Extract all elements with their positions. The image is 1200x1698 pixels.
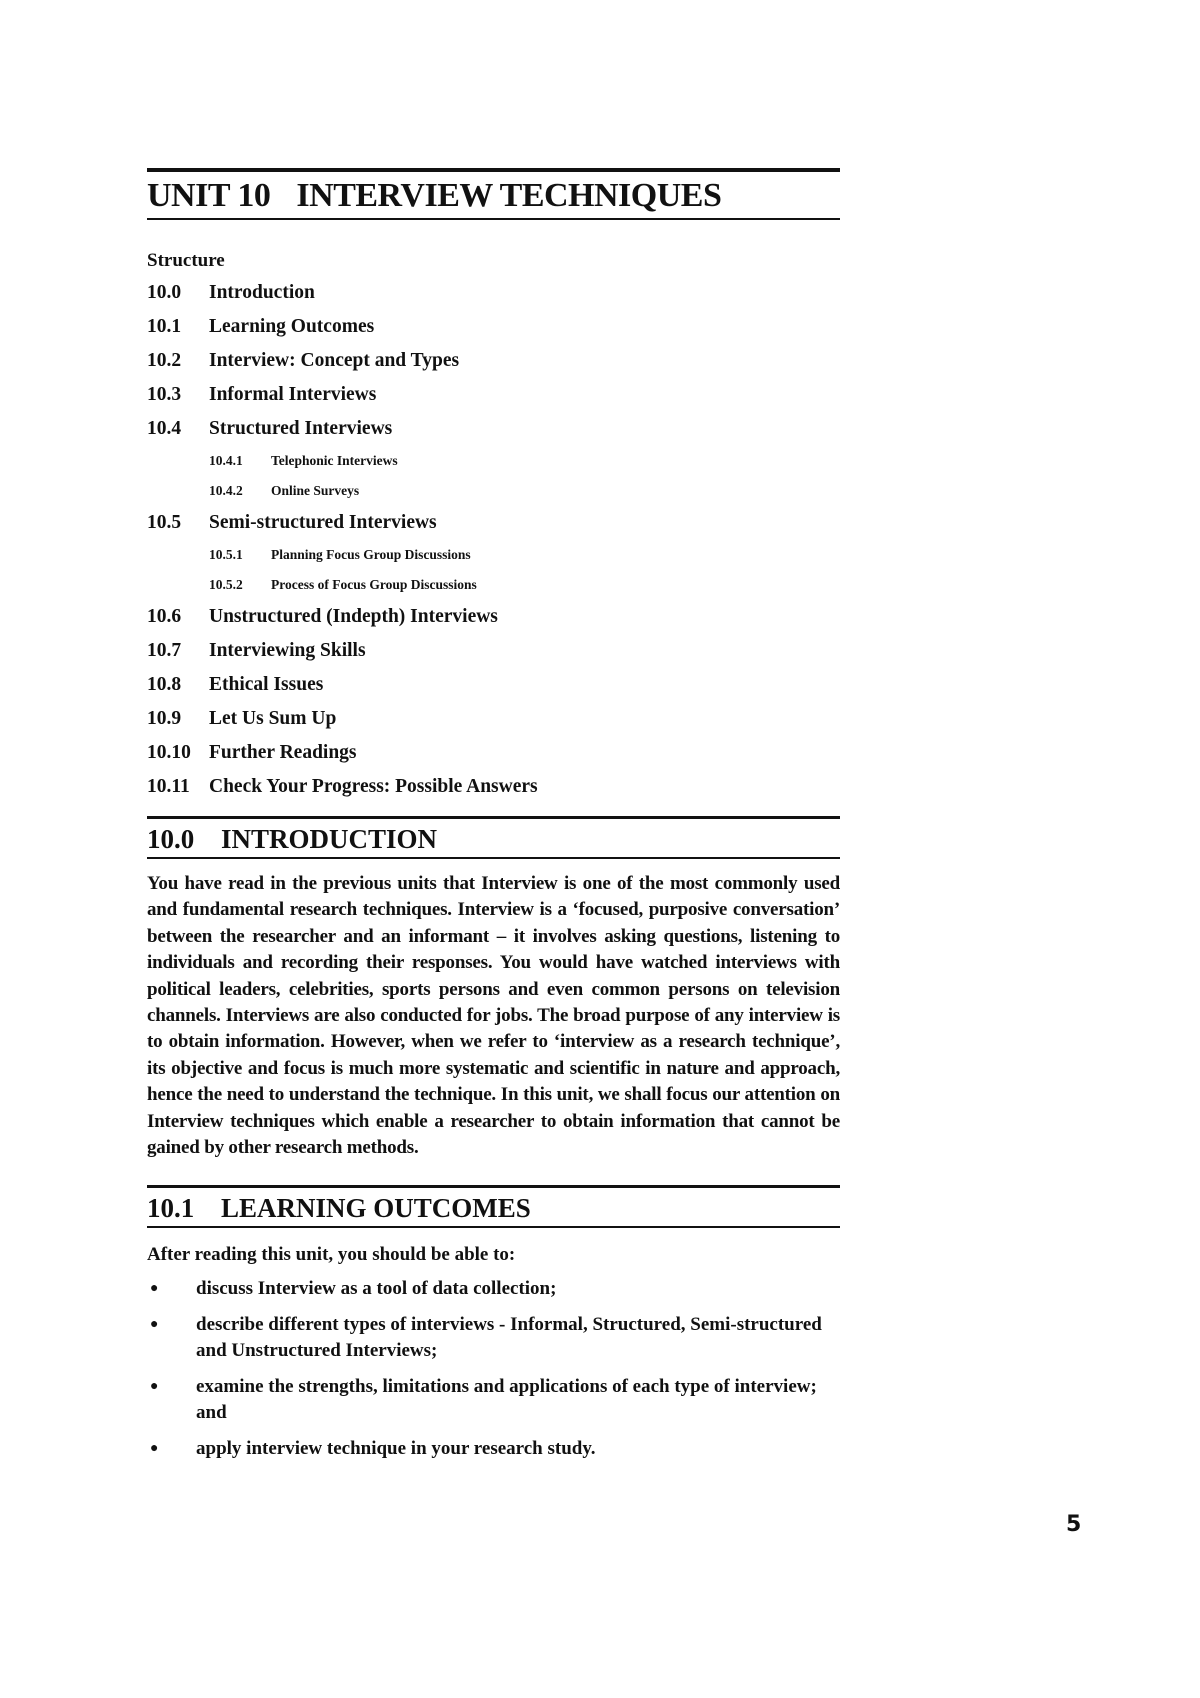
bullet-icon: ●	[150, 1281, 159, 1297]
toc-item-label: Semi-structured Interviews	[209, 512, 437, 533]
list-item	[147, 1312, 840, 1364]
introduction-paragraph: You have read in the previous units that Interview is one of the most commonly used and fundamental research techniques. Interview is a ‘focused, purposive conversation’ between the researcher and an informant – it involves asking questions, listening to individuals and recording their responses. You would have watched interviews with political leaders, celebrities, sports persons and even common persons on television channels. Interviews are also conducted for jobs. The broad purpose of any interview is to obtain information. However, when we refer to ‘interview as a research technique’, its objective and focus is much more systematic and scientific in nature and approach, hence the need to understand the technique. In this unit, we shall focus our attention on Interview techniques which enable a researcher to obtain information that cannot be gained by other research methods.	[147, 873, 840, 1159]
page-number: 5	[1066, 1512, 1082, 1537]
toc-item	[147, 770, 840, 804]
toc-item	[147, 506, 840, 540]
structure-label: Structure	[147, 250, 225, 271]
bullet-icon: ●	[150, 1317, 159, 1333]
toc-item-label: Structured Interviews	[209, 418, 393, 439]
toc-item-label: Check Your Progress: Possible Answers	[209, 776, 538, 797]
list-item-text: describe different types of interviews - Informal, Structured, Semi-structured and Unstructured Interviews;	[196, 1314, 822, 1362]
toc-item	[147, 276, 840, 310]
toc-item-label: Telephonic Interviews	[271, 453, 398, 468]
toc-item-number: 10.4.1	[209, 453, 243, 468]
learning-outcomes-lead: After reading this unit, you should be able to:	[147, 1244, 516, 1266]
toc-item-number: 10.5.1	[209, 547, 243, 562]
page-content	[147, 168, 840, 1472]
unit-number: UNIT 10	[147, 177, 271, 214]
toc-item-number: 10.5	[147, 512, 182, 533]
introduction-heading	[147, 816, 840, 859]
unit-header	[147, 168, 840, 220]
toc-item	[147, 600, 840, 634]
toc-item-number: 10.0	[147, 282, 182, 303]
toc-item	[147, 634, 840, 668]
list-item	[147, 1436, 840, 1462]
toc-item-label: Informal Interviews	[209, 384, 377, 405]
toc-item	[147, 412, 840, 446]
bullet-icon: ●	[150, 1379, 159, 1395]
bullet-icon: ●	[150, 1441, 159, 1457]
toc-item	[147, 446, 840, 476]
toc-item-label: Further Readings	[209, 742, 357, 763]
toc-item-label: Interview: Concept and Types	[209, 350, 460, 371]
unit-title-text: INTERVIEW TECHNIQUES	[296, 177, 722, 214]
toc-item	[147, 570, 840, 600]
toc-item-label: Online Surveys	[271, 483, 360, 498]
toc-item-number: 10.8	[147, 674, 182, 695]
toc-item-number: 10.3	[147, 384, 182, 405]
toc-item-label: Process of Focus Group Discussions	[271, 577, 477, 592]
toc-item	[147, 476, 840, 506]
toc-item-label: Unstructured (Indepth) Interviews	[209, 606, 498, 627]
section-number: 10.1	[147, 1193, 195, 1224]
toc-item-number: 10.2	[147, 350, 182, 371]
section-number: 10.0	[147, 824, 195, 854]
toc-item-number: 10.1	[147, 316, 182, 337]
toc-item	[147, 668, 840, 702]
section-title: LEARNING OUTCOMES	[221, 1193, 531, 1224]
learning-outcomes-list	[147, 1276, 840, 1462]
toc-item	[147, 344, 840, 378]
toc-item-number: 10.7	[147, 640, 182, 661]
unit-title	[147, 176, 840, 216]
list-item-text: discuss Interview as a tool of data collection;	[196, 1278, 557, 1300]
toc-item-label: Introduction	[209, 282, 315, 303]
toc-item-label: Let Us Sum Up	[209, 708, 337, 729]
toc-item	[147, 310, 840, 344]
list-item-text: apply interview technique in your research study.	[196, 1438, 596, 1460]
toc-item-number: 10.9	[147, 708, 182, 729]
toc-item-label: Ethical Issues	[209, 674, 324, 695]
toc-item	[147, 378, 840, 412]
toc-item	[147, 736, 840, 770]
toc-item-number: 10.11	[147, 776, 190, 797]
toc-item-number: 10.6	[147, 606, 182, 627]
section-title: INTRODUCTION	[221, 824, 438, 854]
toc-item	[147, 540, 840, 570]
list-item	[147, 1374, 840, 1426]
toc-item-number: 10.10	[147, 742, 191, 763]
toc-item-label: Interviewing Skills	[209, 640, 366, 661]
list-item	[147, 1276, 840, 1302]
toc-item-label: Planning Focus Group Discussions	[271, 547, 471, 562]
learning-outcomes-heading	[147, 1185, 840, 1228]
table-of-contents	[147, 276, 840, 804]
toc-item-number: 10.4.2	[209, 483, 243, 498]
toc-item	[147, 702, 840, 736]
toc-item-number: 10.5.2	[209, 577, 243, 592]
toc-item-number: 10.4	[147, 418, 182, 439]
toc-item-label: Learning Outcomes	[209, 316, 375, 337]
list-item-text: examine the strengths, limitations and applications of each type of interview; and	[196, 1376, 817, 1424]
